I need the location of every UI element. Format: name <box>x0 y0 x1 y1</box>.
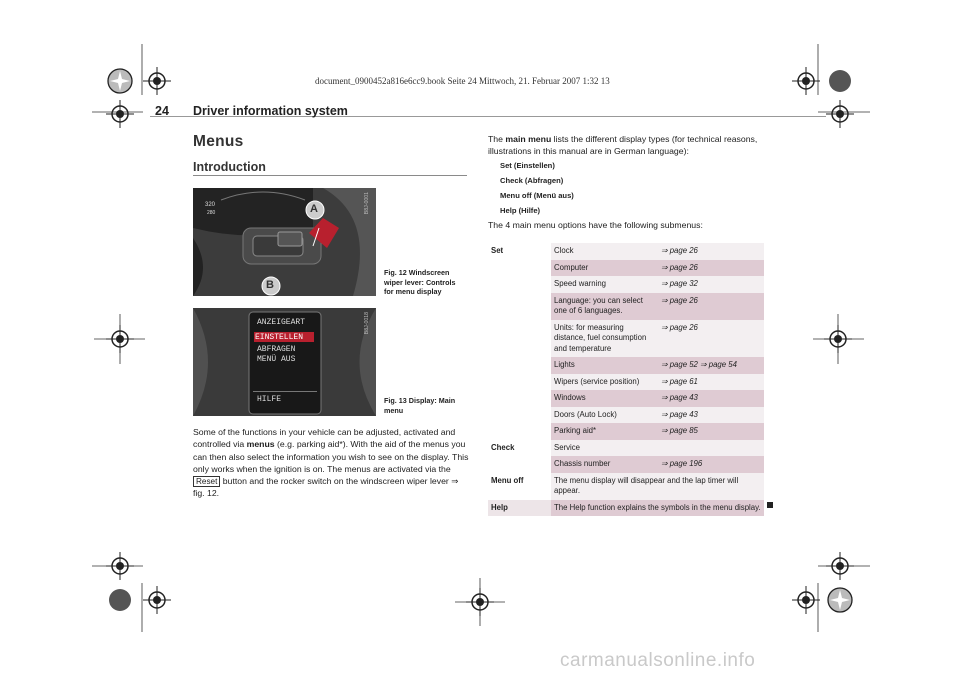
table-cell: Windows <box>551 390 658 407</box>
registration-dot-icon <box>106 586 134 614</box>
watermark: carmanualsonline.info <box>560 650 756 671</box>
intro-text-3: button and the rocker switch on the windscreen wiper lever ⇒ fig. 12. <box>193 476 459 499</box>
figure-code: B8J-0018 <box>364 312 370 335</box>
page-ref: ⇒ page 196 <box>658 456 764 473</box>
svg-text:280: 280 <box>207 210 216 216</box>
running-title: Driver information system <box>193 104 348 118</box>
intro-paragraph <box>193 426 469 500</box>
table-row <box>488 243 764 260</box>
crosshair-mark-icon <box>143 67 171 95</box>
table-cell: Doors (Auto Lock) <box>551 407 658 424</box>
figure-12-caption: Fig. 12 Windscreen wiper lever: Controls for menu display <box>384 268 456 296</box>
crosshair-mark-icon <box>792 67 820 95</box>
table-cell: Chassis number <box>551 456 658 473</box>
wiper-lever-illustration <box>193 188 376 296</box>
table-cell: Units: for measuring distance, fuel consumption and temperature <box>551 320 658 358</box>
callout-a: A <box>310 203 318 215</box>
page-ref: ⇒ page 26 <box>658 260 764 277</box>
page-ref: ⇒ page 32 <box>658 276 764 293</box>
list-item: Help (Hilfe) <box>500 206 541 215</box>
table-row <box>488 473 764 500</box>
category-help: Help <box>488 500 551 517</box>
table-cell: Clock <box>551 243 658 260</box>
main-menu-paragraph <box>488 133 766 158</box>
display-item-menu-aus: MENÜ AUS <box>257 355 296 364</box>
intro-bold-menus: menus <box>246 439 275 450</box>
category-menu-off: Menu off <box>488 473 551 500</box>
page-ref: ⇒ page 52 ⇒ page 54 <box>658 357 764 374</box>
figure-code: B8J-0001 <box>364 192 370 215</box>
display-item-einstellen: EINSTELLEN <box>255 333 304 342</box>
registration-mark-icon <box>106 67 134 95</box>
table-row <box>488 500 764 517</box>
main-menu-list <box>500 158 574 218</box>
registration-dot-icon <box>826 67 854 95</box>
submenu-intro: The 4 main menu options have the following submenus: <box>488 220 703 230</box>
figure-13-display <box>193 308 376 416</box>
table-cell: Language: you can select one of 6 languages. <box>551 293 658 320</box>
crosshair-mark-icon <box>826 100 854 128</box>
category-set: Set <box>488 243 551 440</box>
submenu-table <box>488 243 764 516</box>
intro-text-2: (e.g. parking aid*). With the aid of the menus you can then also select the information you wish to see on the display. This only works when the ignition is on. The menus are activated via the <box>193 439 469 474</box>
registration-mark-icon <box>826 586 854 614</box>
svg-text:320: 320 <box>205 202 216 208</box>
page-ref: ⇒ page 43 <box>658 390 764 407</box>
list-item: Set (Einstellen) <box>500 161 555 170</box>
table-row <box>488 440 764 457</box>
figure-13-caption: Fig. 13 Display: Main menu <box>384 396 456 415</box>
crosshair-mark-icon <box>792 586 820 614</box>
figure-12-wiper-lever <box>193 188 376 296</box>
end-of-section-mark <box>767 502 773 508</box>
page-number: 24 <box>155 104 169 118</box>
list-item: Check (Abfragen) <box>500 176 564 185</box>
crosshair-mark-icon <box>143 586 171 614</box>
table-cell: Computer <box>551 260 658 277</box>
table-cell: Service <box>551 440 658 457</box>
table-cell: Parking aid* <box>551 423 658 440</box>
display-item-abfragen: ABFRAGEN <box>257 345 296 354</box>
page-ref: ⇒ page 26 <box>658 293 764 320</box>
main-menu-bold: main menu <box>505 134 552 144</box>
crosshair-mark-icon <box>106 325 134 353</box>
page-ref: ⇒ page 26 <box>658 243 764 260</box>
subheading-rule <box>193 175 467 176</box>
table-cell: Wipers (service position) <box>551 374 658 391</box>
category-check: Check <box>488 440 551 473</box>
table-cell: Speed warning <box>551 276 658 293</box>
crosshair-mark-icon <box>106 100 134 128</box>
section-subheading: Introduction <box>193 160 266 174</box>
main-menu-text-2: lists the different display types (for technical reasons, illustrations in this manual are in German language): <box>488 134 758 157</box>
page-ref: ⇒ page 85 <box>658 423 764 440</box>
page-ref: ⇒ page 61 <box>658 374 764 391</box>
list-item: Menu off (Menü aus) <box>500 191 574 200</box>
crosshair-mark-icon <box>826 552 854 580</box>
intro-text-1: Some of the functions in your vehicle can be adjusted, activated and controlled via <box>193 427 456 450</box>
table-cell: Lights <box>551 357 658 374</box>
reset-key-label: Reset <box>193 476 220 487</box>
page-ref: ⇒ page 26 <box>658 320 764 358</box>
main-menu-text-1: The <box>488 134 506 144</box>
page-ref: ⇒ page 43 <box>658 407 764 424</box>
crosshair-mark-icon <box>106 552 134 580</box>
page-ref <box>658 440 764 457</box>
display-item-hilfe: HILFE <box>257 395 282 404</box>
callout-b: B <box>266 279 274 291</box>
table-cell: The Help function explains the symbols in the menu display. <box>551 500 764 517</box>
section-heading: Menus <box>193 133 244 150</box>
crosshair-mark-icon <box>466 588 494 616</box>
table-cell: The menu display will disappear and the lap timer will appear. <box>551 473 764 500</box>
file-info: document_0900452a816e6cc9.book Seite 24 Mittwoch, 21. Februar 2007 1:32 13 <box>315 76 610 86</box>
crosshair-mark-icon <box>824 325 852 353</box>
display-item-anzeigeart: ANZEIGEART <box>257 318 306 327</box>
